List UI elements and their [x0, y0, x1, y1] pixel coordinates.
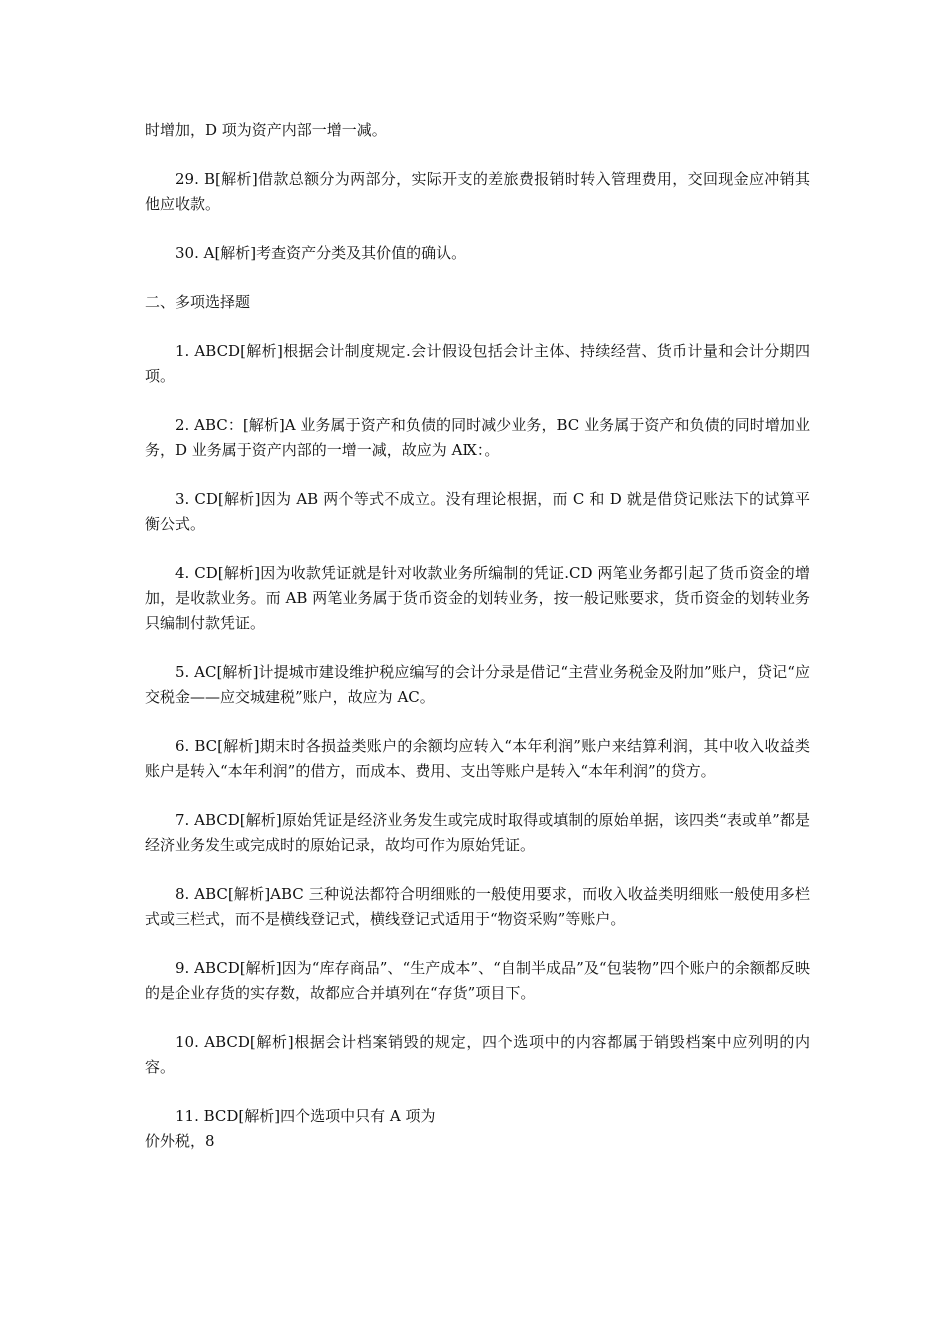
answer-2: 2. ABC：[解析]A 业务属于资产和负债的同时减少业务，BC 业务属于资产和负债的同时增加业务，D 业务属于资产内部的一增一减，故应为 AⅨ：。 — [145, 416, 810, 459]
answer-11-line-1: 11. BCD[解析]四个选项中只有 A 项为 — [175, 1107, 436, 1125]
answer-30: 30. A[解析]考查资产分类及其价值的确认。 — [175, 244, 467, 262]
document-page — [145, 118, 810, 1154]
answer-11 — [145, 1104, 810, 1154]
answer-8: 8. ABC[解析]ABC 三种说法都符合明细账的一般使用要求，而收入收益类明细账一般使用多栏式或三栏式，而不是横线登记式，横线登记式适用于“物资采购”等账户。 — [145, 885, 810, 928]
section-heading-multiple-choice: 二、多项选择题 — [145, 293, 251, 311]
answer-4: 4. CD[解析]因为收款凭证就是针对收款业务所编制的凭证.CD 两笔业务都引起了货币资金的增加，是收款业务。而 AB 两笔业务属于货币资金的划转业务，按一般记账要求，货币资金的划转业务只编制付款凭证。 — [145, 564, 810, 632]
answer-11-line-2: 价外税，8 — [145, 1132, 215, 1150]
answer-29: 29. B[解析]借款总额分为两部分，实际开支的差旅费报销时转入管理费用，交回现金应冲销其他应收款。 — [145, 170, 810, 213]
answer-1: 1. ABCD[解析]根据会计制度规定.会计假设包括会计主体、持续经营、货币计量和会计分期四项。 — [145, 342, 810, 385]
paragraph-0: 时增加，D 项为资产内部一增一减。 — [145, 121, 387, 139]
answer-6: 6. BC[解析]期末时各损益类账户的余额均应转入“本年利润”账户来结算利润，其中收入收益类账户是转入“本年利润”的借方，而成本、费用、支出等账户是转入“本年利润”的贷方。 — [145, 737, 810, 780]
answer-9: 9. ABCD[解析]因为“库存商品”、“生产成本”、“自制半成品”及“包装物”四个账户的余额都反映的是企业存货的实存数，故都应合并填列在“存货”项目下。 — [145, 959, 810, 1002]
answer-10: 10. ABCD[解析]根据会计档案销毁的规定，四个选项中的内容都属于销毁档案中应列明的内容。 — [145, 1033, 810, 1076]
answer-5: 5. AC[解析]计提城市建设维护税应编写的会计分录是借记“主营业务税金及附加”账户，贷记“应交税金——应交城建税”账户，故应为 AC。 — [145, 663, 810, 706]
answer-3: 3. CD[解析]因为 AB 两个等式不成立。没有理论根据，而 C 和 D 就是借贷记账法下的试算平衡公式。 — [145, 490, 810, 533]
answer-7: 7. ABCD[解析]原始凭证是经济业务发生或完成时取得或填制的原始单据，该四类“表或单”都是经济业务发生或完成时的原始记录，故均可作为原始凭证。 — [145, 811, 810, 854]
